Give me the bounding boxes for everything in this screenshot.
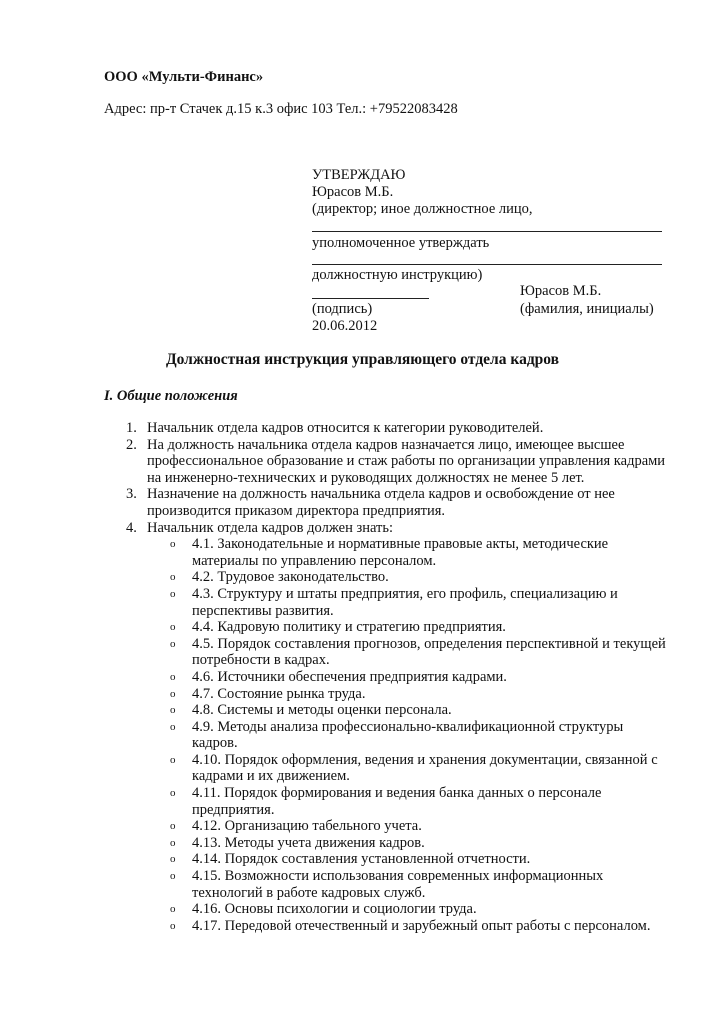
approver-role-line-1: (директор; иное должностное лицо, [312, 201, 533, 217]
bullet-icon: o [170, 704, 176, 717]
item-text: На должность начальника отдела кадров назначается лицо, имеющее высшее профессиональное образование и стаж работы по организации управления кадрами на инженерно-технических и руководящих должностях не менее 5 лет. [147, 436, 666, 486]
sub-item [0, 752, 725, 785]
item-number: 1. [126, 420, 137, 436]
sub-item-text: 4.14. Порядок составления установленной отчетности. [192, 851, 531, 868]
section-heading: I. Общие положения [104, 388, 238, 404]
sub-item-text: 4.9. Методы анализа профессионально-квалификационной структуры кадров. [192, 718, 624, 752]
sub-item-text: 4.16. Основы психологии и социологии труда. [192, 901, 477, 918]
list-item [0, 486, 725, 519]
bullet-icon: o [170, 870, 176, 883]
document-title: Должностная инструкция управляющего отдела кадров [165, 351, 560, 368]
sub-item-text: 4.13. Методы учета движения кадров. [192, 834, 425, 851]
sub-item-text: 4.1. Законодательные и нормативные правовые акты, методические материалы по управлению персоналом. [192, 536, 609, 569]
sub-item [0, 536, 725, 569]
company-address: Адрес: пр-т Стачек д.15 к.3 офис 103 Тел.: +79522083428 [104, 101, 458, 117]
sub-item-text: 4.11. Порядок формирования и ведения банка данных о персонале предприятия. [192, 785, 602, 818]
sub-item [0, 835, 725, 852]
bullet-icon: o [170, 720, 176, 733]
item-text: Начальник отдела кадров относится к категории руководителей. [147, 420, 544, 436]
list-item [0, 520, 725, 537]
sub-item-text: 4.8. Системы и методы оценки персонала. [192, 702, 452, 719]
approver-role-line-3: должностную инструкцию) [312, 267, 483, 283]
bullet-icon: o [170, 587, 176, 600]
sub-item [0, 686, 725, 703]
sub-item-text: 4.5. Порядок составления прогнозов, определения перспективной и текущей потребности в кадрах. [192, 635, 666, 669]
sub-item [0, 569, 725, 586]
sub-item-text: 4.7. Состояние рынка труда. [192, 685, 366, 702]
approve-heading: УТВЕРЖДАЮ [312, 167, 406, 183]
sub-item-text: 4.15. Возможности использования современных информационных технологий в работе кадровых служб. [192, 868, 604, 901]
item-number: 3. [126, 486, 137, 503]
sub-item-text: 4.12. Организацию табельного учета. [192, 818, 422, 835]
sub-item [0, 868, 725, 901]
role-underline-2 [312, 264, 662, 265]
bullet-icon: o [170, 687, 176, 700]
bullet-icon: o [170, 753, 176, 766]
sub-item-text: 4.6. Источники обеспечения предприятия кадрами. [192, 668, 507, 685]
signature-caption: (подпись) [312, 301, 373, 317]
role-underline-1 [312, 231, 662, 232]
bullet-icon: o [170, 670, 176, 683]
item-text: Назначение на должность начальника отдела кадров и освобождение от нее производится приказом директора предприятия. [147, 486, 615, 519]
approver-name: Юрасов М.Б. [312, 184, 394, 200]
sub-item [0, 785, 725, 818]
sub-item-text: 4.4. Кадровую политику и стратегию предприятия. [192, 619, 506, 636]
sub-item [0, 586, 725, 619]
sub-item [0, 851, 725, 868]
list-item [0, 437, 725, 487]
bullet-icon: o [170, 820, 176, 833]
bullet-icon: o [170, 836, 176, 849]
sub-item [0, 901, 725, 918]
bullet-icon: o [170, 637, 176, 650]
sub-item [0, 719, 725, 752]
approver-role-line-2: уполномоченное утверждать [312, 235, 490, 251]
sub-item [0, 619, 725, 636]
sub-item-text: 4.2. Трудовое законодательство. [192, 569, 389, 586]
bullet-icon: o [170, 787, 176, 800]
signature-line [312, 298, 429, 299]
sub-item-text: 4.10. Порядок оформления, ведения и хранения документации, связанной с кадрами и их движением. [192, 751, 658, 785]
sub-item-text: 4.17. Передовой отечественный и зарубежный опыт работы с персоналом. [192, 917, 651, 934]
bullet-icon: o [170, 903, 176, 916]
company-name: ООО «Мульти-Финанс» [104, 69, 264, 85]
sub-item [0, 918, 725, 935]
item-text: Начальник отдела кадров должен знать: [147, 519, 393, 536]
list-item [0, 420, 725, 437]
bullet-icon: o [170, 571, 176, 584]
bullet-icon: o [170, 853, 176, 866]
provisions-list [0, 420, 725, 934]
bullet-icon: o [170, 919, 176, 932]
sub-item [0, 702, 725, 719]
bullet-icon: o [170, 538, 176, 551]
name-caption: (фамилия, инициалы) [520, 301, 654, 317]
bullet-icon: o [170, 621, 176, 634]
approver-name-signed: Юрасов М.Б. [520, 283, 602, 299]
item-number: 2. [126, 436, 137, 453]
sub-item [0, 669, 725, 686]
sub-item [0, 636, 725, 669]
approval-date: 20.06.2012 [312, 318, 378, 334]
item-number: 4. [126, 519, 137, 536]
sub-item [0, 818, 725, 835]
sub-item-text: 4.3. Структуру и штаты предприятия, его профиль, специализацию и перспективы развития. [192, 585, 618, 619]
